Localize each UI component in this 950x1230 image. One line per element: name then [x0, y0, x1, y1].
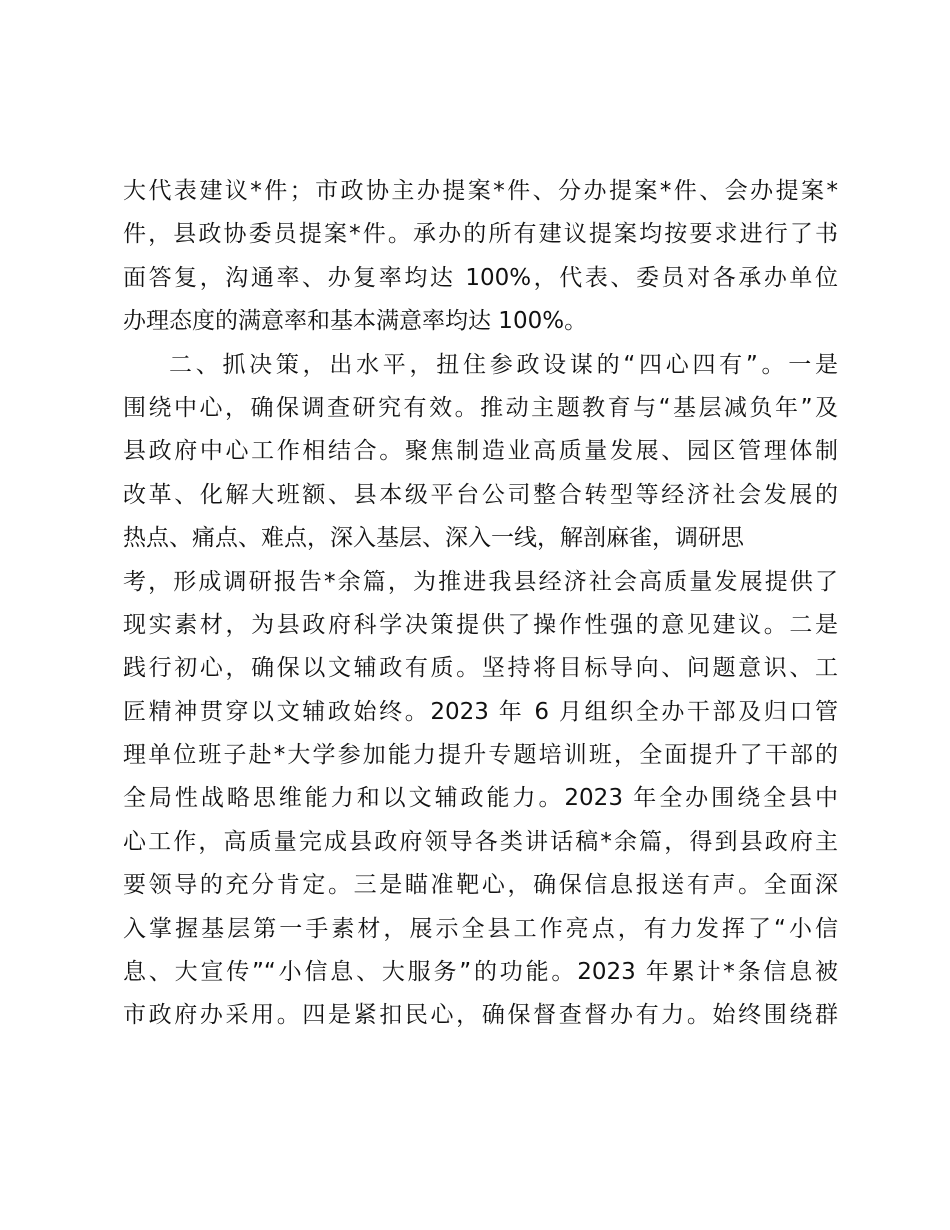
- text-line: 全局性战略思维能力和以文辅政能力。2023 年全办围绕全县中: [123, 785, 838, 812]
- text-line: 市政府办采用。四是紧扣民心，确保督查督办有力。始终围绕群: [123, 1002, 838, 1029]
- text-line: 息、大宣传”“小信息、大服务”的功能。2023 年累计*条信息被: [123, 959, 838, 986]
- text-line: 热点、痛点、难点，深入基层、深入一线，解剖麻雀，调研思: [123, 525, 744, 552]
- text-line: 县政府中心工作相结合。聚焦制造业高质量发展、园区管理体制: [123, 438, 838, 465]
- text-line: 考，形成调研报告*余篇，为推进我县经济社会高质量发展提供了: [123, 568, 838, 595]
- section-heading-line: 二、抓决策，出水平，扭住参政设谋的“四心四有”。一是: [169, 351, 838, 378]
- text-line: 心工作，高质量完成县政府领导各类讲话稿*余篇，得到县政府主: [123, 828, 838, 855]
- text-line: 面答复，沟通率、办复率均达 100%，代表、委员对各承办单位: [123, 264, 838, 291]
- body-text: [123, 170, 838, 1038]
- text-line: 改革、化解大班额、县本级平台公司整合转型等经济社会发展的: [123, 481, 838, 508]
- text-line: 理单位班子赴*大学参加能力提升专题培训班，全面提升了干部的: [123, 742, 838, 769]
- text-line: 围绕中心，确保调查研究有效。推动主题教育与“基层减负年”及: [123, 394, 838, 421]
- text-line: 入掌握基层第一手素材，展示全县工作亮点，有力发挥了“小信: [123, 915, 838, 942]
- text-line: 办理态度的满意率和基本满意率均达 100%。: [123, 308, 588, 335]
- text-line: 件，县政协委员提案*件。承办的所有建议提案均按要求进行了书: [123, 221, 838, 248]
- text-line: 大代表建议*件；市政协主办提案*件、分办提案*件、会办提案*: [123, 178, 838, 204]
- text-line: 要领导的充分肯定。三是瞄准靶心，确保信息报送有声。全面深: [123, 872, 838, 899]
- text-line: 匠精神贯穿以文辅政始终。2023 年 6 月组织全办干部及归口管: [123, 698, 838, 725]
- text-line: 践行初心，确保以文辅政有质。坚持将目标导向、问题意识、工: [123, 655, 838, 682]
- text-line: 现实素材，为县政府科学决策提供了操作性强的意见建议。二是: [123, 611, 838, 638]
